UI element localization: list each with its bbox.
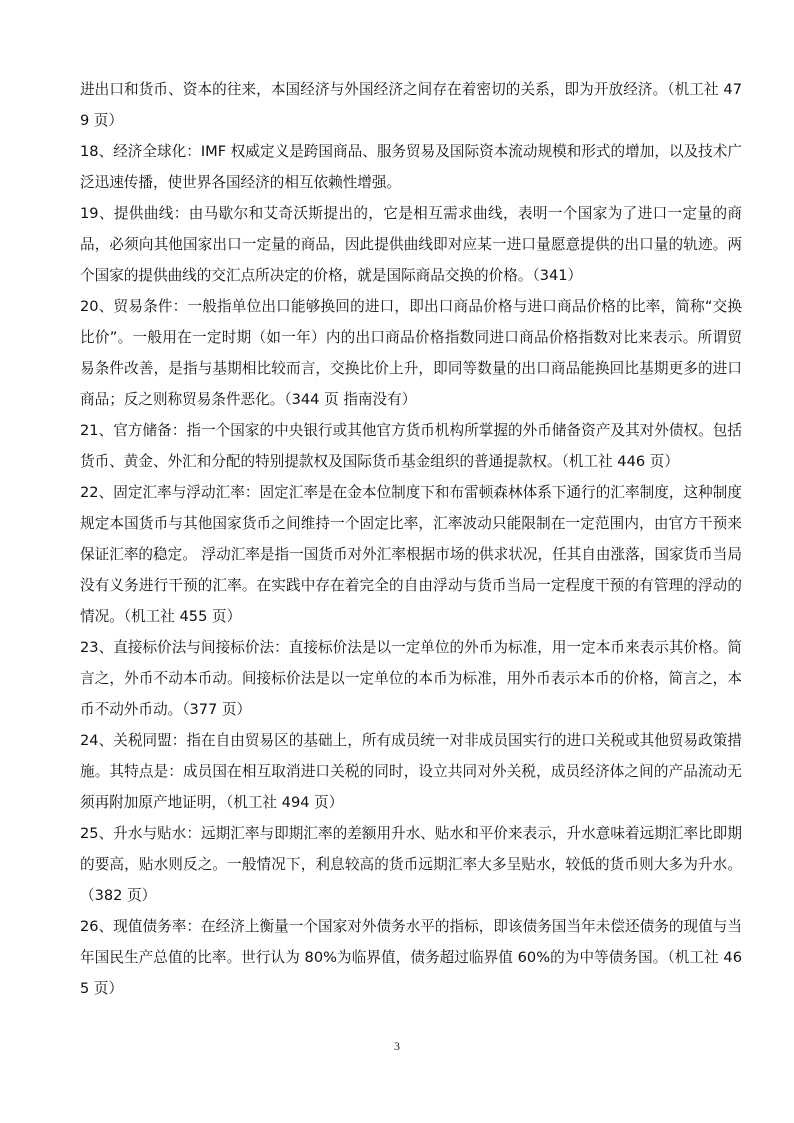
paragraph-18-economic-globalization: 18、经济全球化：IMF 权威定义是跨国商品、服务贸易及国际资本流动规模和形式的增加，以及技术广泛迅速传播，使世界各国经济的相互依赖性增强。 bbox=[80, 143, 742, 191]
page-number: 3 bbox=[394, 1039, 400, 1053]
paragraph-26-present-value-debt-ratio: 26、现值债务率：在经济上衡量一个国家对外债务水平的指标，即该债务国当年未偿还债务的现值与当年国民生产总值的比率。世行认为 80%为临界值，债务超过临界值 60%的为中等债务国。（机工社 465 页） bbox=[80, 918, 742, 997]
paragraph-23-direct-indirect-quotation: 23、直接标价法与间接标价法：直接标价法是以一定单位的外币为标准，用一定本币来表示其价格。简言之，外币不动本币动。间接标价法是以一定单位的本币为标准，用外币表示本币的价格，简言之，本币不动外币动。（377 页） bbox=[80, 639, 742, 718]
paragraph-20-terms-of-trade: 20、贸易条件：一般指单位出口能够换回的进口，即出口商品价格与进口商品价格的比率，简称“交换比价”。一般用在一定时期（如一年）内的出口商品价格指数同进口商品价格指数对比来表示。所谓贸易条件改善，是指与基期相比较而言，交换比价上升，即同等数量的出口商品能换回比基期更多的进口商品；反之则称贸易条件恶化。（344 页 指南没有） bbox=[80, 298, 742, 408]
paragraph-open-economy-continued: 进出口和货币、资本的往来，本国经济与外国经济之间存在着密切的关系，即为开放经济。（机工社 479 页） bbox=[80, 81, 742, 129]
document-body bbox=[80, 74, 742, 1004]
paragraph-21-official-reserves: 21、官方储备：指一个国家的中央银行或其他官方货币机构所掌握的外币储备资产及其对外债权。包括货币、黄金、外汇和分配的特别提款权及国际货币基金组织的普通提款权。（机工社 446 页） bbox=[80, 422, 742, 470]
paragraph-24-customs-union: 24、关税同盟：指在自由贸易区的基础上，所有成员统一对非成员国实行的进口关税或其他贸易政策措施。其特点是：成员国在相互取消进口关税的同时，设立共同对外关税，成员经济体之间的产品流动无须再附加原产地证明，（机工社 494 页） bbox=[80, 732, 742, 811]
paragraph-19-offer-curve: 19、提供曲线：由马歇尔和艾奇沃斯提出的，它是相互需求曲线，表明一个国家为了进口一定量的商品，必须向其他国家出口一定量的商品，因此提供曲线即对应某一进口量愿意提供的出口量的轨迹。两个国家的提供曲线的交汇点所决定的价格，就是国际商品交换的价格。（341） bbox=[80, 205, 742, 284]
paragraph-25-premium-discount: 25、升水与贴水：远期汇率与即期汇率的差额用升水、贴水和平价来表示，升水意味着远期汇率比即期的要高，贴水则反之。一般情况下，利息较高的货币远期汇率大多呈贴水，较低的货币则大多为升水。（382 页） bbox=[80, 825, 742, 904]
paragraph-22-fixed-floating-exchange-rate: 22、固定汇率与浮动汇率：固定汇率是在金本位制度下和布雷顿森林体系下通行的汇率制度，这种制度规定本国货币与其他国家货币之间维持一个固定比率，汇率波动只能限制在一定范围内，由官方干预来保证汇率的稳定。 浮动汇率是指一国货币对外汇率根据市场的供求状况，任其自由涨落，国家货币当局没有义务进行干预的汇率。在实践中存在着完全的自由浮动与货币当局一定程度干预的有管理的浮动的情况。（机工社 455 页） bbox=[80, 484, 742, 625]
